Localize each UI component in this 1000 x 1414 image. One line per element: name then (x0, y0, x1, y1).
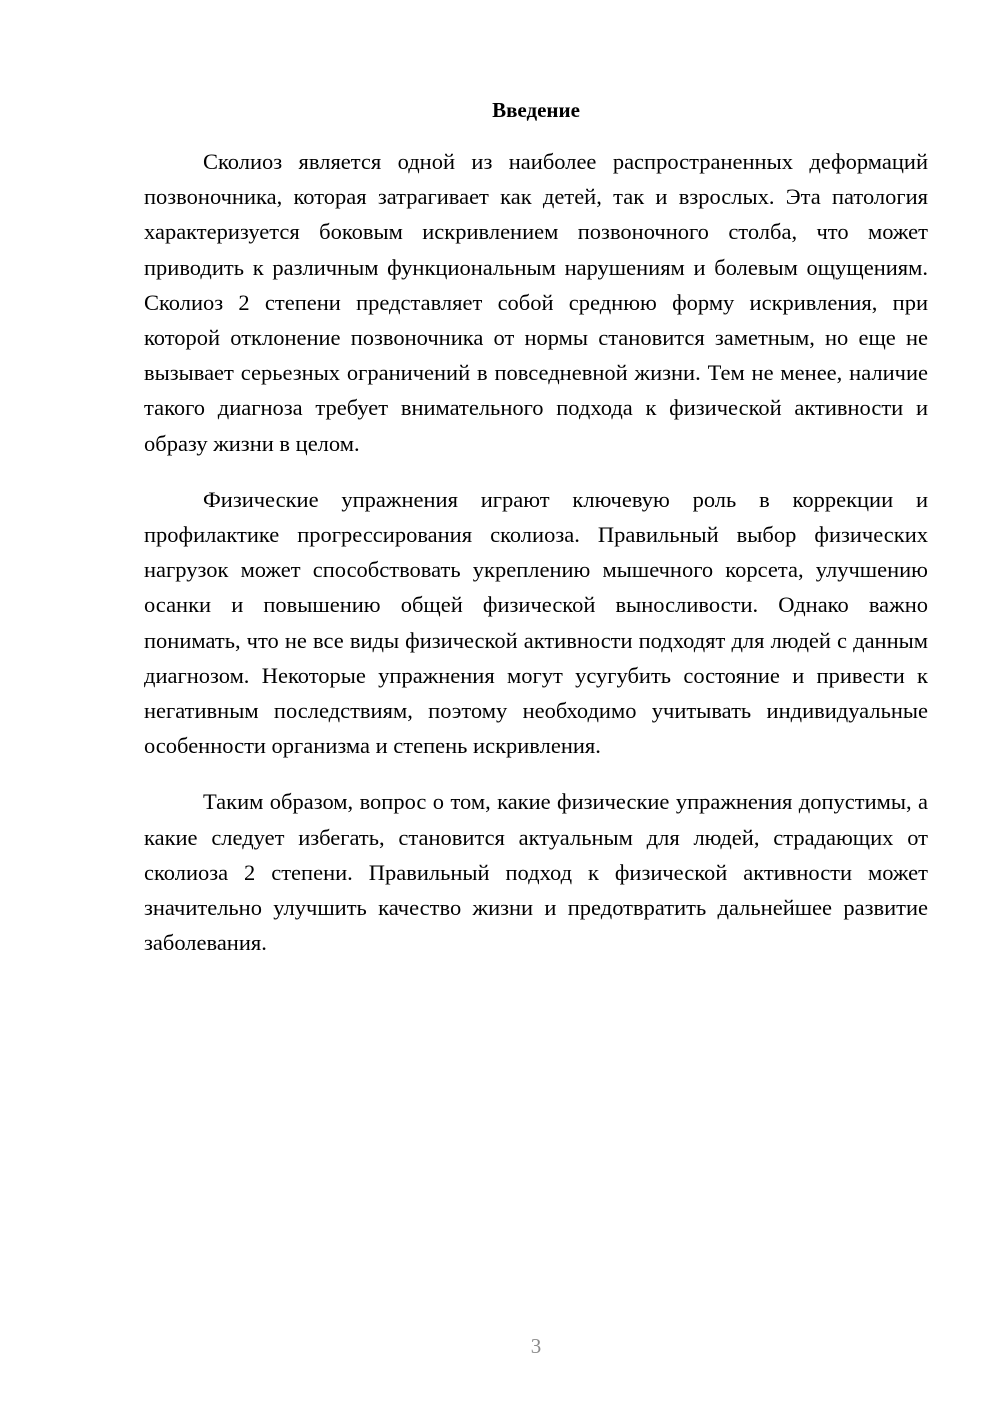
document-body (144, 96, 928, 981)
paragraph-2: Физические упражнения играют ключевую роль в коррекции и профилактике прогрессирования сколиоза. Правильный выбор физических нагрузок может способствовать укреплению мышечного корсета, улучшению осанки и повышению общей физической выносливости. Однако важно понимать, что не все виды физической активности подходят для людей с данным диагнозом. Некоторые упражнения могут усугубить состояние и привести к негативным последствиям, поэтому необходимо учитывать индивидуальные особенности организма и степень искривления. (144, 486, 928, 759)
paragraph-1: Сколиоз является одной из наиболее распространенных деформаций позвоночника, которая затрагивает как детей, так и взрослых. Эта патология характеризуется боковым искривлением позвоночного столба, что может приводить к различным функциональным нарушениям и болевым ощущениям. Сколиоз 2 степени представляет собой среднюю форму искривления, при которой отклонение позвоночника от нормы становится заметным, но еще не вызывает серьезных ограничений в повседневной жизни. Тем не менее, наличие такого диагноза требует внимательного подхода к физической активности и образу жизни в целом. (144, 149, 928, 456)
section-title: Введение (492, 98, 580, 122)
page-number: 3 (530, 1334, 542, 1358)
paragraph-3: Таким образом, вопрос о том, какие физические упражнения допустимы, а какие следует избегать, становится актуальным для людей, страдающих от сколиоза 2 степени. Правильный подход к физической активности может значительно улучшить качество жизни и предотвратить дальнейшее развитие заболевания. (144, 789, 928, 956)
